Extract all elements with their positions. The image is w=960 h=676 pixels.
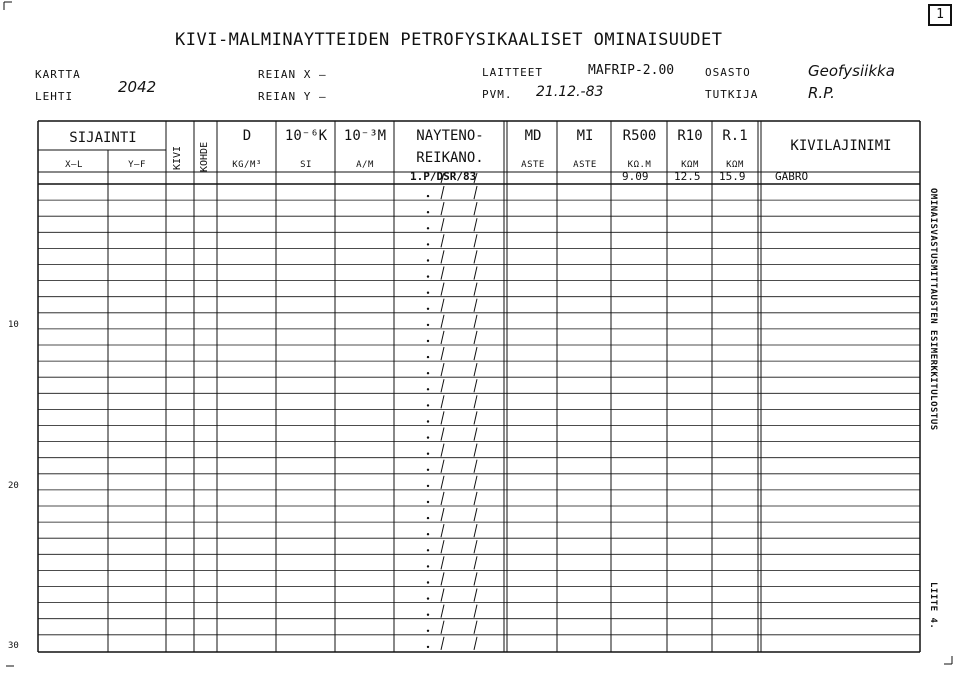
nayte-slash bbox=[474, 347, 477, 360]
nayte-dot bbox=[427, 453, 429, 455]
page-number: 1 bbox=[928, 4, 952, 26]
nayte-dot bbox=[427, 259, 429, 261]
nayte-dot bbox=[427, 565, 429, 567]
nayte-slash bbox=[474, 186, 477, 199]
col-r1-unit: KΩM bbox=[726, 160, 744, 170]
pvm-value: 21.12.-83 bbox=[536, 84, 604, 100]
nayte-dot bbox=[427, 292, 429, 294]
side-text: OMINAISVASTUSMITTAUSTEN ESIMERKKITULOSTUS bbox=[928, 188, 938, 431]
col-md-unit: ASTE bbox=[521, 160, 545, 170]
nayte-slash bbox=[474, 250, 477, 263]
laitteet-value: MAFRIP-2.00 bbox=[588, 63, 675, 78]
nayte-dot bbox=[427, 372, 429, 374]
nayte-dot bbox=[427, 597, 429, 599]
nayte-slash bbox=[474, 621, 477, 634]
first-row-r1: 15.9 bbox=[719, 170, 746, 183]
nayte-slash bbox=[441, 379, 444, 392]
nayte-slash bbox=[441, 589, 444, 602]
nayte-slash bbox=[441, 363, 444, 376]
first-row-kivilaji: GABRO bbox=[775, 170, 809, 183]
nayte-slash bbox=[441, 492, 444, 505]
nayte-slash bbox=[441, 299, 444, 312]
nayte-slash bbox=[474, 556, 477, 569]
col-m-unit: A/M bbox=[356, 160, 374, 170]
nayte-slash bbox=[441, 476, 444, 489]
nayte-slash bbox=[474, 605, 477, 618]
nayte-slash bbox=[441, 524, 444, 537]
tutkija-label: TUTKIJA bbox=[705, 88, 759, 101]
laitteet-label: LAITTEET bbox=[482, 66, 543, 79]
col-reika: REIKANO. bbox=[416, 150, 484, 166]
nayte-slash bbox=[474, 202, 477, 215]
nayte-dot bbox=[427, 436, 429, 438]
nayte-slash bbox=[474, 444, 477, 457]
page-title: KIVI-MALMINAYTTEIDEN PETROFYSIKAALISET OMINAISUUDET bbox=[175, 30, 723, 50]
nayte-slash bbox=[474, 395, 477, 408]
reian-y-label: REIAN Y — bbox=[258, 90, 327, 103]
first-row-nayte: 1.P/DSR/83 bbox=[410, 170, 477, 183]
col-d: D bbox=[242, 128, 252, 144]
col-kivi: KIVI bbox=[172, 145, 183, 170]
nayte-slash bbox=[474, 315, 477, 328]
nayte-dot bbox=[427, 469, 429, 471]
nayte-slash bbox=[474, 428, 477, 441]
nayte-slash bbox=[441, 605, 444, 618]
nayte-slash bbox=[441, 428, 444, 441]
nayte-dot bbox=[427, 485, 429, 487]
nayte-slash bbox=[474, 218, 477, 231]
nayte-slash bbox=[474, 234, 477, 247]
nayte-slash bbox=[474, 524, 477, 537]
nayte-slash bbox=[441, 572, 444, 585]
reian-x-label: REIAN X — bbox=[258, 68, 327, 81]
nayte-slash bbox=[441, 444, 444, 457]
nayte-slash bbox=[474, 508, 477, 521]
col-kohde: KOHDE bbox=[199, 141, 210, 172]
nayte-slash bbox=[474, 379, 477, 392]
nayte-dot bbox=[427, 646, 429, 648]
nayte-dot bbox=[427, 308, 429, 310]
col-m: 10⁻³M bbox=[343, 128, 387, 144]
nayte-dot bbox=[427, 614, 429, 616]
first-row-r10: 12.5 bbox=[674, 170, 701, 183]
first-row-r500: 9.09 bbox=[622, 170, 649, 183]
nayte-dot bbox=[427, 243, 429, 245]
nayte-dot bbox=[427, 324, 429, 326]
nayte-dot bbox=[427, 388, 429, 390]
nayte-dot bbox=[427, 340, 429, 342]
osasto-value: Geofysiikka bbox=[808, 62, 895, 80]
col-nayte: NAYTENO- bbox=[416, 128, 484, 144]
liite-label: LIITE 4. bbox=[928, 582, 938, 630]
pvm-label: PVM. bbox=[482, 88, 513, 101]
nayte-slash bbox=[441, 508, 444, 521]
nayte-slash bbox=[441, 556, 444, 569]
nayte-slash bbox=[474, 283, 477, 296]
col-sijainti: SIJAINTI bbox=[69, 130, 137, 146]
nayte-slash bbox=[474, 299, 477, 312]
col-r500-unit: KΩ.M bbox=[627, 160, 652, 170]
nayte-slash bbox=[474, 460, 477, 473]
col-d-unit: KG/M³ bbox=[232, 160, 262, 170]
col-k: 10⁻⁶K bbox=[284, 128, 328, 144]
nayte-dot bbox=[427, 533, 429, 535]
nayte-slash bbox=[441, 250, 444, 263]
col-md: MD bbox=[524, 128, 542, 144]
col-kivilaji: KIVILAJINIMI bbox=[790, 138, 892, 154]
nayte-slash bbox=[441, 202, 444, 215]
nayte-slash bbox=[441, 218, 444, 231]
nayte-slash bbox=[474, 331, 477, 344]
lehti-label: LEHTI bbox=[35, 90, 74, 103]
nayte-dot bbox=[427, 227, 429, 229]
kartta-label: KARTTA bbox=[35, 68, 81, 81]
nayte-dot bbox=[427, 517, 429, 519]
nayte-slash bbox=[441, 621, 444, 634]
nayte-slash bbox=[474, 363, 477, 376]
nayte-slash bbox=[441, 347, 444, 360]
tutkija-value: R.P. bbox=[808, 84, 835, 102]
col-k-unit: SI bbox=[300, 160, 312, 170]
nayte-dot bbox=[427, 630, 429, 632]
col-r1: R.1 bbox=[722, 128, 748, 144]
nayte-dot bbox=[427, 356, 429, 358]
nayte-slash bbox=[441, 267, 444, 280]
col-x-l: X—L bbox=[65, 160, 83, 170]
nayte-slash bbox=[474, 589, 477, 602]
nayte-slash bbox=[441, 234, 444, 247]
row-marker-30: 30 bbox=[8, 641, 19, 651]
nayte-slash bbox=[441, 283, 444, 296]
row-marker-20: 20 bbox=[8, 481, 19, 491]
nayte-slash bbox=[441, 315, 444, 328]
nayte-slash bbox=[474, 637, 477, 650]
osasto-label: OSASTO bbox=[705, 66, 751, 79]
nayte-dot bbox=[427, 211, 429, 213]
nayte-slash bbox=[441, 411, 444, 424]
nayte-slash bbox=[474, 476, 477, 489]
nayte-dot bbox=[427, 195, 429, 197]
nayte-slash bbox=[441, 540, 444, 553]
kartta-value: 2042 bbox=[118, 78, 157, 96]
col-r10: R10 bbox=[677, 128, 703, 144]
row-marker-10: 10 bbox=[8, 320, 19, 330]
nayte-slash bbox=[474, 492, 477, 505]
nayte-slash bbox=[474, 411, 477, 424]
nayte-dot bbox=[427, 275, 429, 277]
nayte-dot bbox=[427, 501, 429, 503]
nayte-slash bbox=[474, 267, 477, 280]
col-mi: MI bbox=[576, 128, 594, 144]
nayte-dot bbox=[427, 404, 429, 406]
col-r500: R500 bbox=[622, 128, 657, 144]
col-y-f: Y—F bbox=[128, 160, 146, 170]
nayte-slash bbox=[441, 331, 444, 344]
col-mi-unit: ASTE bbox=[573, 160, 597, 170]
nayte-slash bbox=[474, 540, 477, 553]
nayte-slash bbox=[441, 460, 444, 473]
nayte-slash bbox=[441, 395, 444, 408]
nayte-slash bbox=[441, 186, 444, 199]
col-r10-unit: KΩM bbox=[681, 160, 699, 170]
nayte-dot bbox=[427, 581, 429, 583]
nayte-dot bbox=[427, 549, 429, 551]
nayte-dot bbox=[427, 420, 429, 422]
nayte-slash bbox=[441, 637, 444, 650]
nayte-slash bbox=[474, 572, 477, 585]
